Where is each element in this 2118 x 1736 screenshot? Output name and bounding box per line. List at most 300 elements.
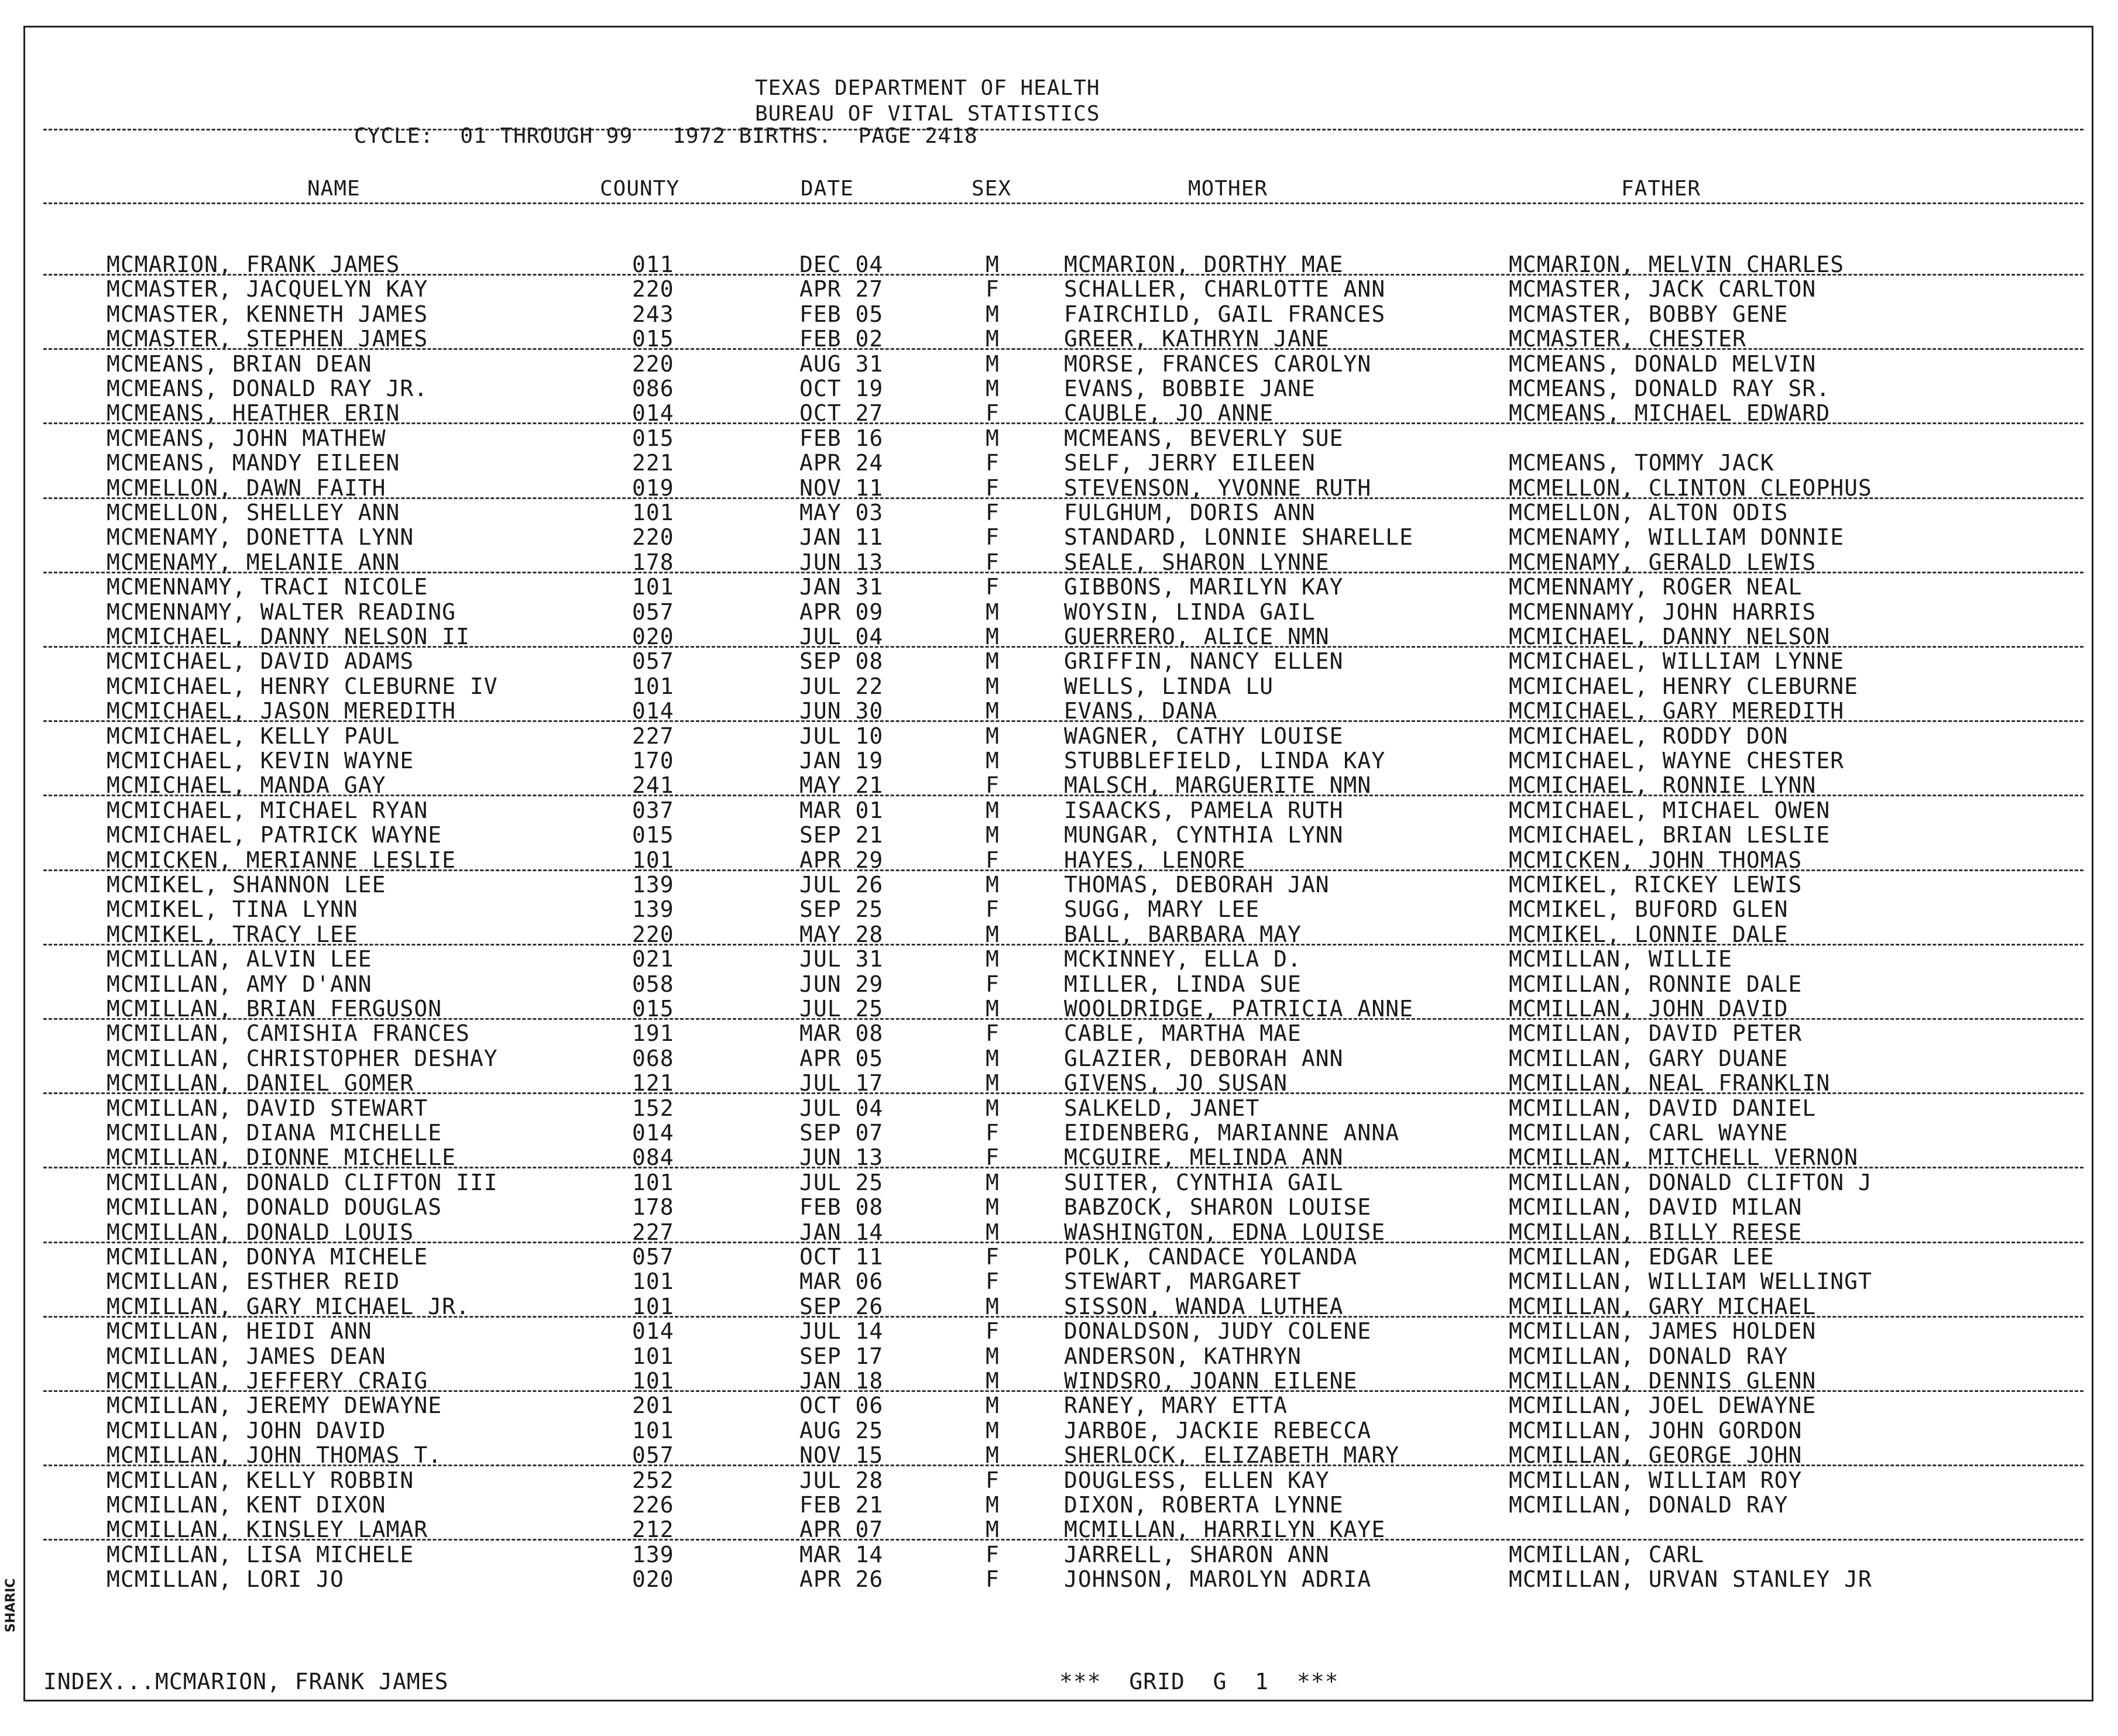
table-row xyxy=(0,326,2118,350)
cell-father: MCMICHAEL, RODDY DON xyxy=(1509,723,1789,749)
row-divider xyxy=(43,572,2083,573)
table-row xyxy=(0,1120,2118,1144)
cell-sex: M xyxy=(986,921,1000,947)
table-row xyxy=(0,1517,2118,1541)
cell-name: MCMASTER, STEPHEN JAMES xyxy=(107,326,428,352)
cell-county: 014 xyxy=(632,400,674,427)
table-row xyxy=(0,1070,2118,1095)
cell-county: 101 xyxy=(632,1417,674,1443)
cell-sex: F xyxy=(986,574,1000,600)
table-row xyxy=(0,1467,2118,1492)
cell-mother: GIBBONS, MARILYN KAY xyxy=(1064,574,1344,600)
row-divider xyxy=(43,869,2083,871)
table-row xyxy=(0,376,2118,400)
cell-mother: GREER, KATHRYN JANE xyxy=(1064,326,1330,352)
cell-mother: SCHALLER, CHARLOTTE ANN xyxy=(1064,276,1386,302)
cell-mother: GLAZIER, DEBORAH ANN xyxy=(1064,1045,1344,1071)
cell-name: MCMICHAEL, HENRY CLEBURNE IV xyxy=(107,673,498,699)
cell-date: APR 07 xyxy=(799,1517,884,1543)
cell-name: MCMEANS, MANDY EILEEN xyxy=(107,450,400,476)
cell-sex: M xyxy=(986,624,1000,649)
cell-father: MCMILLAN, NEAL FRANKLIN xyxy=(1509,1070,1831,1096)
cell-county: 220 xyxy=(632,524,674,551)
cell-mother: MCMEANS, BEVERLY SUE xyxy=(1064,425,1344,451)
cell-name: MCMEANS, DONALD RAY JR. xyxy=(107,376,428,401)
cell-county: 057 xyxy=(632,599,674,625)
table-row xyxy=(0,946,2118,971)
cell-date: JAN 31 xyxy=(799,574,884,600)
cell-sex: F xyxy=(986,400,1000,427)
cell-county: 015 xyxy=(632,326,674,352)
cell-name: MCMICHAEL, DAVID ADAMS xyxy=(107,648,414,675)
cell-sex: M xyxy=(986,326,1000,352)
cell-date: APR 29 xyxy=(799,847,884,873)
cell-date: JUN 29 xyxy=(799,971,884,997)
table-row xyxy=(0,971,2118,996)
cell-sex: M xyxy=(986,648,1000,675)
row-divider xyxy=(43,1242,2083,1243)
cell-name: MCMENAMY, DONETTA LYNN xyxy=(107,524,414,551)
table-row xyxy=(0,1566,2118,1591)
cell-name: MCMILLAN, CHRISTOPHER DESHAY xyxy=(107,1045,498,1071)
table-row xyxy=(0,1492,2118,1517)
cell-mother: WELLS, LINDA LU xyxy=(1064,673,1274,699)
cell-date: JUN 30 xyxy=(799,698,884,724)
cell-mother: ANDERSON, KATHRYN xyxy=(1064,1343,1302,1369)
cell-county: 220 xyxy=(632,350,674,377)
cell-sex: F xyxy=(986,1144,1000,1171)
cell-county: 241 xyxy=(632,772,674,799)
table-row xyxy=(0,698,2118,723)
cell-sex: F xyxy=(986,847,1000,873)
cell-name: MCMILLAN, DIANA MICHELLE xyxy=(107,1120,442,1146)
cell-father: MCMELLON, ALTON ODIS xyxy=(1509,500,1789,525)
cell-county: 101 xyxy=(632,1269,674,1295)
table-row xyxy=(0,524,2118,549)
cell-date: MAR 14 xyxy=(799,1541,884,1567)
cell-mother: EVANS, DANA xyxy=(1064,698,1218,724)
table-row xyxy=(0,599,2118,624)
cell-sex: F xyxy=(986,896,1000,923)
cell-father: MCMILLAN, RONNIE DALE xyxy=(1509,971,1803,997)
row-divider xyxy=(43,1092,2083,1094)
row-divider xyxy=(43,1167,2083,1168)
cell-sex: M xyxy=(986,350,1000,377)
cell-county: 152 xyxy=(632,1095,674,1121)
cell-sex: M xyxy=(986,1169,1000,1195)
cell-father: MCMILLAN, DAVID MILAN xyxy=(1509,1194,1803,1221)
cell-name: MCMILLAN, DONALD LOUIS xyxy=(107,1219,414,1245)
cell-date: FEB 02 xyxy=(799,326,884,352)
cell-sex: M xyxy=(986,252,1000,277)
index-label: INDEX...MCMARION, FRANK JAMES xyxy=(43,1669,449,1694)
table-row xyxy=(0,723,2118,748)
cell-father: MCMICHAEL, DANNY NELSON xyxy=(1509,624,1831,649)
cell-father: MCMILLAN, CARL xyxy=(1509,1541,1705,1567)
cell-date: FEB 08 xyxy=(799,1194,884,1221)
cell-date: MAR 08 xyxy=(799,1020,884,1047)
cell-date: SEP 08 xyxy=(799,648,884,675)
cell-county: 101 xyxy=(632,500,674,525)
cell-sex: M xyxy=(986,673,1000,699)
table-row xyxy=(0,1269,2118,1293)
cell-mother: MORSE, FRANCES CAROLYN xyxy=(1064,350,1372,377)
cell-sex: M xyxy=(986,1492,1000,1518)
row-divider xyxy=(43,274,2083,276)
cell-name: MCMICHAEL, JASON MEREDITH xyxy=(107,698,456,724)
cell-father: MCMILLAN, DAVID DANIEL xyxy=(1509,1095,1817,1121)
cell-date: DEC 04 xyxy=(799,252,884,277)
cell-sex: M xyxy=(986,1070,1000,1096)
cell-sex: F xyxy=(986,1541,1000,1567)
cell-father: MCMEANS, DONALD MELVIN xyxy=(1509,350,1817,377)
cell-mother: SEALE, SHARON LYNNE xyxy=(1064,549,1330,575)
row-divider xyxy=(43,646,2083,648)
table-row xyxy=(0,1219,2118,1244)
cell-date: AUG 31 xyxy=(799,350,884,377)
table-row xyxy=(0,748,2118,772)
cell-father: MCMILLAN, DONALD RAY xyxy=(1509,1343,1789,1369)
cell-mother: SUITER, CYNTHIA GAIL xyxy=(1064,1169,1344,1195)
cell-mother: HAYES, LENORE xyxy=(1064,847,1246,873)
cell-mother: WOOLDRIDGE, PATRICIA ANNE xyxy=(1064,996,1413,1022)
cell-sex: F xyxy=(986,772,1000,799)
cell-sex: M xyxy=(986,1219,1000,1245)
cell-father: MCMEANS, TOMMY JACK xyxy=(1509,450,1774,476)
cell-name: MCMILLAN, KELLY ROBBIN xyxy=(107,1467,414,1493)
cell-mother: GRIFFIN, NANCY ELLEN xyxy=(1064,648,1344,675)
cell-father: MCMILLAN, WILLIAM ROY xyxy=(1509,1467,1803,1493)
table-row xyxy=(0,1393,2118,1417)
table-row xyxy=(0,772,2118,797)
cell-name: MCMEANS, JOHN MATHEW xyxy=(107,425,386,451)
divider-line xyxy=(43,202,2083,204)
cell-date: APR 27 xyxy=(799,276,884,302)
table-row xyxy=(0,1095,2118,1120)
table-row xyxy=(0,896,2118,921)
cell-father: MCMARION, MELVIN CHARLES xyxy=(1509,252,1845,277)
table-row xyxy=(0,425,2118,450)
cell-name: MCMEANS, BRIAN DEAN xyxy=(107,350,372,377)
cell-mother: STEWART, MARGARET xyxy=(1064,1269,1302,1295)
cell-father: MCMILLAN, DENNIS GLENN xyxy=(1509,1368,1817,1394)
cell-county: 014 xyxy=(632,1318,674,1345)
cell-date: APR 26 xyxy=(799,1566,884,1593)
cell-name: MCMILLAN, HEIDI ANN xyxy=(107,1318,372,1345)
cell-county: 057 xyxy=(632,1244,674,1270)
cell-mother: MCMILLAN, HARRILYN KAYE xyxy=(1064,1517,1386,1543)
cell-father: MCMICHAEL, WILLIAM LYNNE xyxy=(1509,648,1845,675)
column-header-father: FATHER xyxy=(1621,177,1701,201)
row-divider xyxy=(43,1465,2083,1466)
cell-name: MCMICHAEL, KELLY PAUL xyxy=(107,723,400,749)
cell-mother: MALSCH, MARGUERITE NMN xyxy=(1064,772,1372,799)
column-header-date: DATE xyxy=(801,177,854,201)
cell-county: 139 xyxy=(632,1541,674,1567)
table-row xyxy=(0,922,2118,946)
row-divider xyxy=(43,1316,2083,1318)
cell-name: MCMILLAN, DANIEL GOMER xyxy=(107,1070,414,1096)
cell-name: MCMEANS, HEATHER ERIN xyxy=(107,400,400,427)
cell-name: MCMENNAMY, WALTER READING xyxy=(107,599,456,625)
cell-county: 227 xyxy=(632,723,674,749)
cell-date: FEB 21 xyxy=(799,1492,884,1518)
cell-sex: F xyxy=(986,1020,1000,1047)
row-divider xyxy=(43,348,2083,350)
cell-name: MCMILLAN, KENT DIXON xyxy=(107,1492,386,1518)
table-row xyxy=(0,847,2118,872)
cell-sex: F xyxy=(986,1566,1000,1593)
cell-name: MCMILLAN, GARY MICHAEL JR. xyxy=(107,1293,470,1319)
cell-county: 015 xyxy=(632,425,674,451)
cell-date: MAY 21 xyxy=(799,772,884,799)
cell-sex: M xyxy=(986,599,1000,625)
cell-date: MAR 01 xyxy=(799,797,884,823)
table-row xyxy=(0,276,2118,301)
cell-date: SEP 17 xyxy=(799,1343,884,1369)
cell-sex: M xyxy=(986,797,1000,823)
cell-name: MCMICHAEL, MANDA GAY xyxy=(107,772,386,799)
cell-father: MCMILLAN, BILLY REESE xyxy=(1509,1219,1803,1245)
cell-date: AUG 25 xyxy=(799,1417,884,1443)
cell-sex: M xyxy=(986,946,1000,972)
cell-date: JUL 04 xyxy=(799,1095,884,1121)
cell-date: JUL 28 xyxy=(799,1467,884,1493)
cell-county: 019 xyxy=(632,475,674,501)
cell-county: 015 xyxy=(632,996,674,1022)
cell-county: 220 xyxy=(632,276,674,302)
header-cycle: CYCLE: 01 THROUGH 99 1972 BIRTHS. PAGE 2418 xyxy=(354,124,978,148)
cell-date: OCT 06 xyxy=(799,1393,884,1419)
cell-county: 178 xyxy=(632,1194,674,1221)
cell-county: 226 xyxy=(632,1492,674,1518)
cell-sex: F xyxy=(986,1269,1000,1295)
cell-mother: SUGG, MARY LEE xyxy=(1064,896,1260,923)
cell-county: 014 xyxy=(632,1120,674,1146)
cell-father: MCMILLAN, WILLIE xyxy=(1509,946,1733,972)
cell-mother: WINDSRO, JOANN EILENE xyxy=(1064,1368,1358,1394)
cell-mother: WOYSIN, LINDA GAIL xyxy=(1064,599,1316,625)
cell-name: MCMILLAN, DAVID STEWART xyxy=(107,1095,428,1121)
cell-mother: JARBOE, JACKIE REBECCA xyxy=(1064,1417,1372,1443)
cell-name: MCMICHAEL, DANNY NELSON II xyxy=(107,624,470,649)
cell-sex: M xyxy=(986,1095,1000,1121)
cell-father: MCMILLAN, DAVID PETER xyxy=(1509,1020,1803,1047)
cell-county: 101 xyxy=(632,847,674,873)
cell-county: 020 xyxy=(632,624,674,649)
cell-sex: M xyxy=(986,723,1000,749)
cell-sex: F xyxy=(986,500,1000,525)
cell-mother: RANEY, MARY ETTA xyxy=(1064,1393,1288,1419)
cell-mother: SISSON, WANDA LUTHEA xyxy=(1064,1293,1344,1319)
cell-mother: SALKELD, JANET xyxy=(1064,1095,1260,1121)
header-department: TEXAS DEPARTMENT OF HEALTH xyxy=(755,76,1100,100)
cell-father: MCMENNAMY, JOHN HARRIS xyxy=(1509,599,1817,625)
cell-date: OCT 11 xyxy=(799,1244,884,1270)
cell-name: MCMICKEN, MERIANNE LESLIE xyxy=(107,847,456,873)
cell-sex: M xyxy=(986,1393,1000,1419)
cell-date: JUL 17 xyxy=(799,1070,884,1096)
table-row xyxy=(0,872,2118,896)
table-row xyxy=(0,549,2118,574)
cell-father: MCMASTER, BOBBY GENE xyxy=(1509,301,1789,327)
cell-name: MCMENNAMY, TRACI NICOLE xyxy=(107,574,428,600)
cell-date: JUL 22 xyxy=(799,673,884,699)
cell-father: MCMELLON, CLINTON CLEOPHUS xyxy=(1509,475,1872,501)
cell-sex: M xyxy=(986,1194,1000,1221)
cell-mother: JARRELL, SHARON ANN xyxy=(1064,1541,1330,1567)
cell-father: MCMILLAN, EDGAR LEE xyxy=(1509,1244,1774,1270)
cell-sex: M xyxy=(986,1417,1000,1443)
cell-sex: M xyxy=(986,301,1000,327)
cell-mother: MILLER, LINDA SUE xyxy=(1064,971,1302,997)
cell-mother: JOHNSON, MAROLYN ADRIA xyxy=(1064,1566,1372,1593)
cell-date: JAN 14 xyxy=(799,1219,884,1245)
cell-mother: GUERRERO, ALICE NMN xyxy=(1064,624,1330,649)
cell-mother: ISAACKS, PAMELA RUTH xyxy=(1064,797,1344,823)
table-row xyxy=(0,822,2118,847)
cell-county: 014 xyxy=(632,698,674,724)
cell-date: JUL 04 xyxy=(799,624,884,649)
cell-sex: M xyxy=(986,1045,1000,1071)
table-row xyxy=(0,996,2118,1020)
cell-name: MCMILLAN, AMY D'ANN xyxy=(107,971,372,997)
row-divider xyxy=(43,1539,2083,1541)
cell-name: MCMILLAN, LISA MICHELE xyxy=(107,1541,414,1567)
cell-county: 101 xyxy=(632,574,674,600)
cell-father: MCMILLAN, CARL WAYNE xyxy=(1509,1120,1789,1146)
cell-date: JUL 31 xyxy=(799,946,884,972)
column-header-mother: MOTHER xyxy=(1188,177,1268,201)
row-divider xyxy=(43,795,2083,796)
cell-mother: DONALDSON, JUDY COLENE xyxy=(1064,1318,1372,1345)
cell-date: JUL 14 xyxy=(799,1318,884,1345)
cell-county: 252 xyxy=(632,1467,674,1493)
cell-date: APR 24 xyxy=(799,450,884,476)
cell-date: FEB 05 xyxy=(799,301,884,327)
cell-county: 212 xyxy=(632,1517,674,1543)
cell-mother: POLK, CANDACE YOLANDA xyxy=(1064,1244,1358,1270)
cell-sex: F xyxy=(986,1318,1000,1345)
cell-father: MCMILLAN, URVAN STANLEY JR xyxy=(1509,1566,1872,1593)
cell-father: MCMENAMY, WILLIAM DONNIE xyxy=(1509,524,1845,551)
cell-name: MCMENAMY, MELANIE ANN xyxy=(107,549,400,575)
table-row xyxy=(0,673,2118,698)
cell-sex: M xyxy=(986,872,1000,898)
cell-county: 057 xyxy=(632,1442,674,1469)
cell-date: SEP 07 xyxy=(799,1120,884,1146)
cell-father: MCMILLAN, GARY MICHAEL xyxy=(1509,1293,1817,1319)
cell-county: 227 xyxy=(632,1219,674,1245)
cell-mother: STUBBLEFIELD, LINDA KAY xyxy=(1064,748,1386,774)
table-row xyxy=(0,1170,2118,1194)
cell-sex: M xyxy=(986,376,1000,401)
cell-mother: MCGUIRE, MELINDA ANN xyxy=(1064,1144,1344,1171)
cell-date: OCT 27 xyxy=(799,400,884,427)
cell-name: MCMIKEL, TINA LYNN xyxy=(107,896,358,923)
cell-name: MCMELLON, SHELLEY ANN xyxy=(107,500,400,525)
column-header-name: NAME xyxy=(307,177,361,201)
cell-county: 170 xyxy=(632,748,674,774)
cell-name: MCMILLAN, DONYA MICHELE xyxy=(107,1244,428,1270)
grid-label: *** GRID G 1 *** xyxy=(1059,1669,1339,1694)
cell-county: 139 xyxy=(632,896,674,923)
table-row xyxy=(0,475,2118,500)
cell-father: MCMICHAEL, WAYNE CHESTER xyxy=(1509,748,1845,774)
table-row xyxy=(0,500,2118,524)
cell-county: 101 xyxy=(632,1368,674,1394)
cell-county: 243 xyxy=(632,301,674,327)
row-divider xyxy=(43,422,2083,424)
table-row xyxy=(0,624,2118,648)
cell-name: MCMILLAN, KINSLEY LAMAR xyxy=(107,1517,428,1543)
cell-date: SEP 26 xyxy=(799,1293,884,1319)
table-row xyxy=(0,1046,2118,1070)
cell-sex: M xyxy=(986,698,1000,724)
header-bureau: BUREAU OF VITAL STATISTICS xyxy=(755,102,1100,126)
cell-name: MCMIKEL, SHANNON LEE xyxy=(107,872,386,898)
cell-sex: M xyxy=(986,1343,1000,1369)
cell-sex: M xyxy=(986,1442,1000,1469)
cell-father: MCMICKEN, JOHN THOMAS xyxy=(1509,847,1803,873)
cell-father: MCMILLAN, WILLIAM WELLINGT xyxy=(1509,1269,1872,1295)
cell-father: MCMILLAN, GEORGE JOHN xyxy=(1509,1442,1803,1469)
cell-date: MAR 06 xyxy=(799,1269,884,1295)
cell-mother: SHERLOCK, ELIZABETH MARY xyxy=(1064,1442,1400,1469)
cell-father: MCMICHAEL, HENRY CLEBURNE xyxy=(1509,673,1858,699)
table-row xyxy=(0,450,2118,475)
cell-sex: F xyxy=(986,1244,1000,1270)
table-row xyxy=(0,797,2118,822)
cell-sex: M xyxy=(986,822,1000,848)
column-header-county: COUNTY xyxy=(600,177,680,201)
cell-mother: STEVENSON, YVONNE RUTH xyxy=(1064,475,1372,501)
column-header-sex: SEX xyxy=(972,177,1012,201)
cell-mother: EVANS, BOBBIE JANE xyxy=(1064,376,1316,401)
cell-county: 086 xyxy=(632,376,674,401)
table-row xyxy=(0,1368,2118,1393)
cell-sex: F xyxy=(986,276,1000,302)
cell-father: MCMICHAEL, MICHAEL OWEN xyxy=(1509,797,1831,823)
cell-father: MCMICHAEL, BRIAN LESLIE xyxy=(1509,822,1831,848)
cell-mother: EIDENBERG, MARIANNE ANNA xyxy=(1064,1120,1400,1146)
cell-father: MCMEANS, MICHAEL EDWARD xyxy=(1509,400,1831,427)
table-row xyxy=(0,648,2118,673)
cell-date: FEB 16 xyxy=(799,425,884,451)
cell-father: MCMILLAN, DONALD RAY xyxy=(1509,1492,1789,1518)
cell-county: 101 xyxy=(632,1343,674,1369)
cell-father: MCMILLAN, GARY DUANE xyxy=(1509,1045,1789,1071)
cell-name: MCMICHAEL, MICHAEL RYAN xyxy=(107,797,428,823)
cell-mother: GIVENS, JO SUSAN xyxy=(1064,1070,1288,1096)
table-row xyxy=(0,1442,2118,1467)
cell-mother: WASHINGTON, EDNA LOUISE xyxy=(1064,1219,1386,1245)
cell-father: MCMICHAEL, RONNIE LYNN xyxy=(1509,772,1817,799)
cell-mother: BABZOCK, SHARON LOUISE xyxy=(1064,1194,1372,1221)
cell-county: 021 xyxy=(632,946,674,972)
cell-sex: F xyxy=(986,475,1000,501)
cell-date: JAN 18 xyxy=(799,1368,884,1394)
cell-name: MCMILLAN, JOHN DAVID xyxy=(107,1417,386,1443)
cell-father: MCMILLAN, DONALD CLIFTON J xyxy=(1509,1169,1872,1195)
cell-father: MCMILLAN, JOHN GORDON xyxy=(1509,1417,1803,1443)
cell-date: JUL 25 xyxy=(799,996,884,1022)
cell-county: 220 xyxy=(632,921,674,947)
cell-name: MCMILLAN, CAMISHIA FRANCES xyxy=(107,1020,470,1047)
cell-father: MCMIKEL, LONNIE DALE xyxy=(1509,921,1789,947)
cell-name: MCMILLAN, BRIAN FERGUSON xyxy=(107,996,442,1022)
cell-name: MCMILLAN, DONALD DOUGLAS xyxy=(107,1194,442,1221)
